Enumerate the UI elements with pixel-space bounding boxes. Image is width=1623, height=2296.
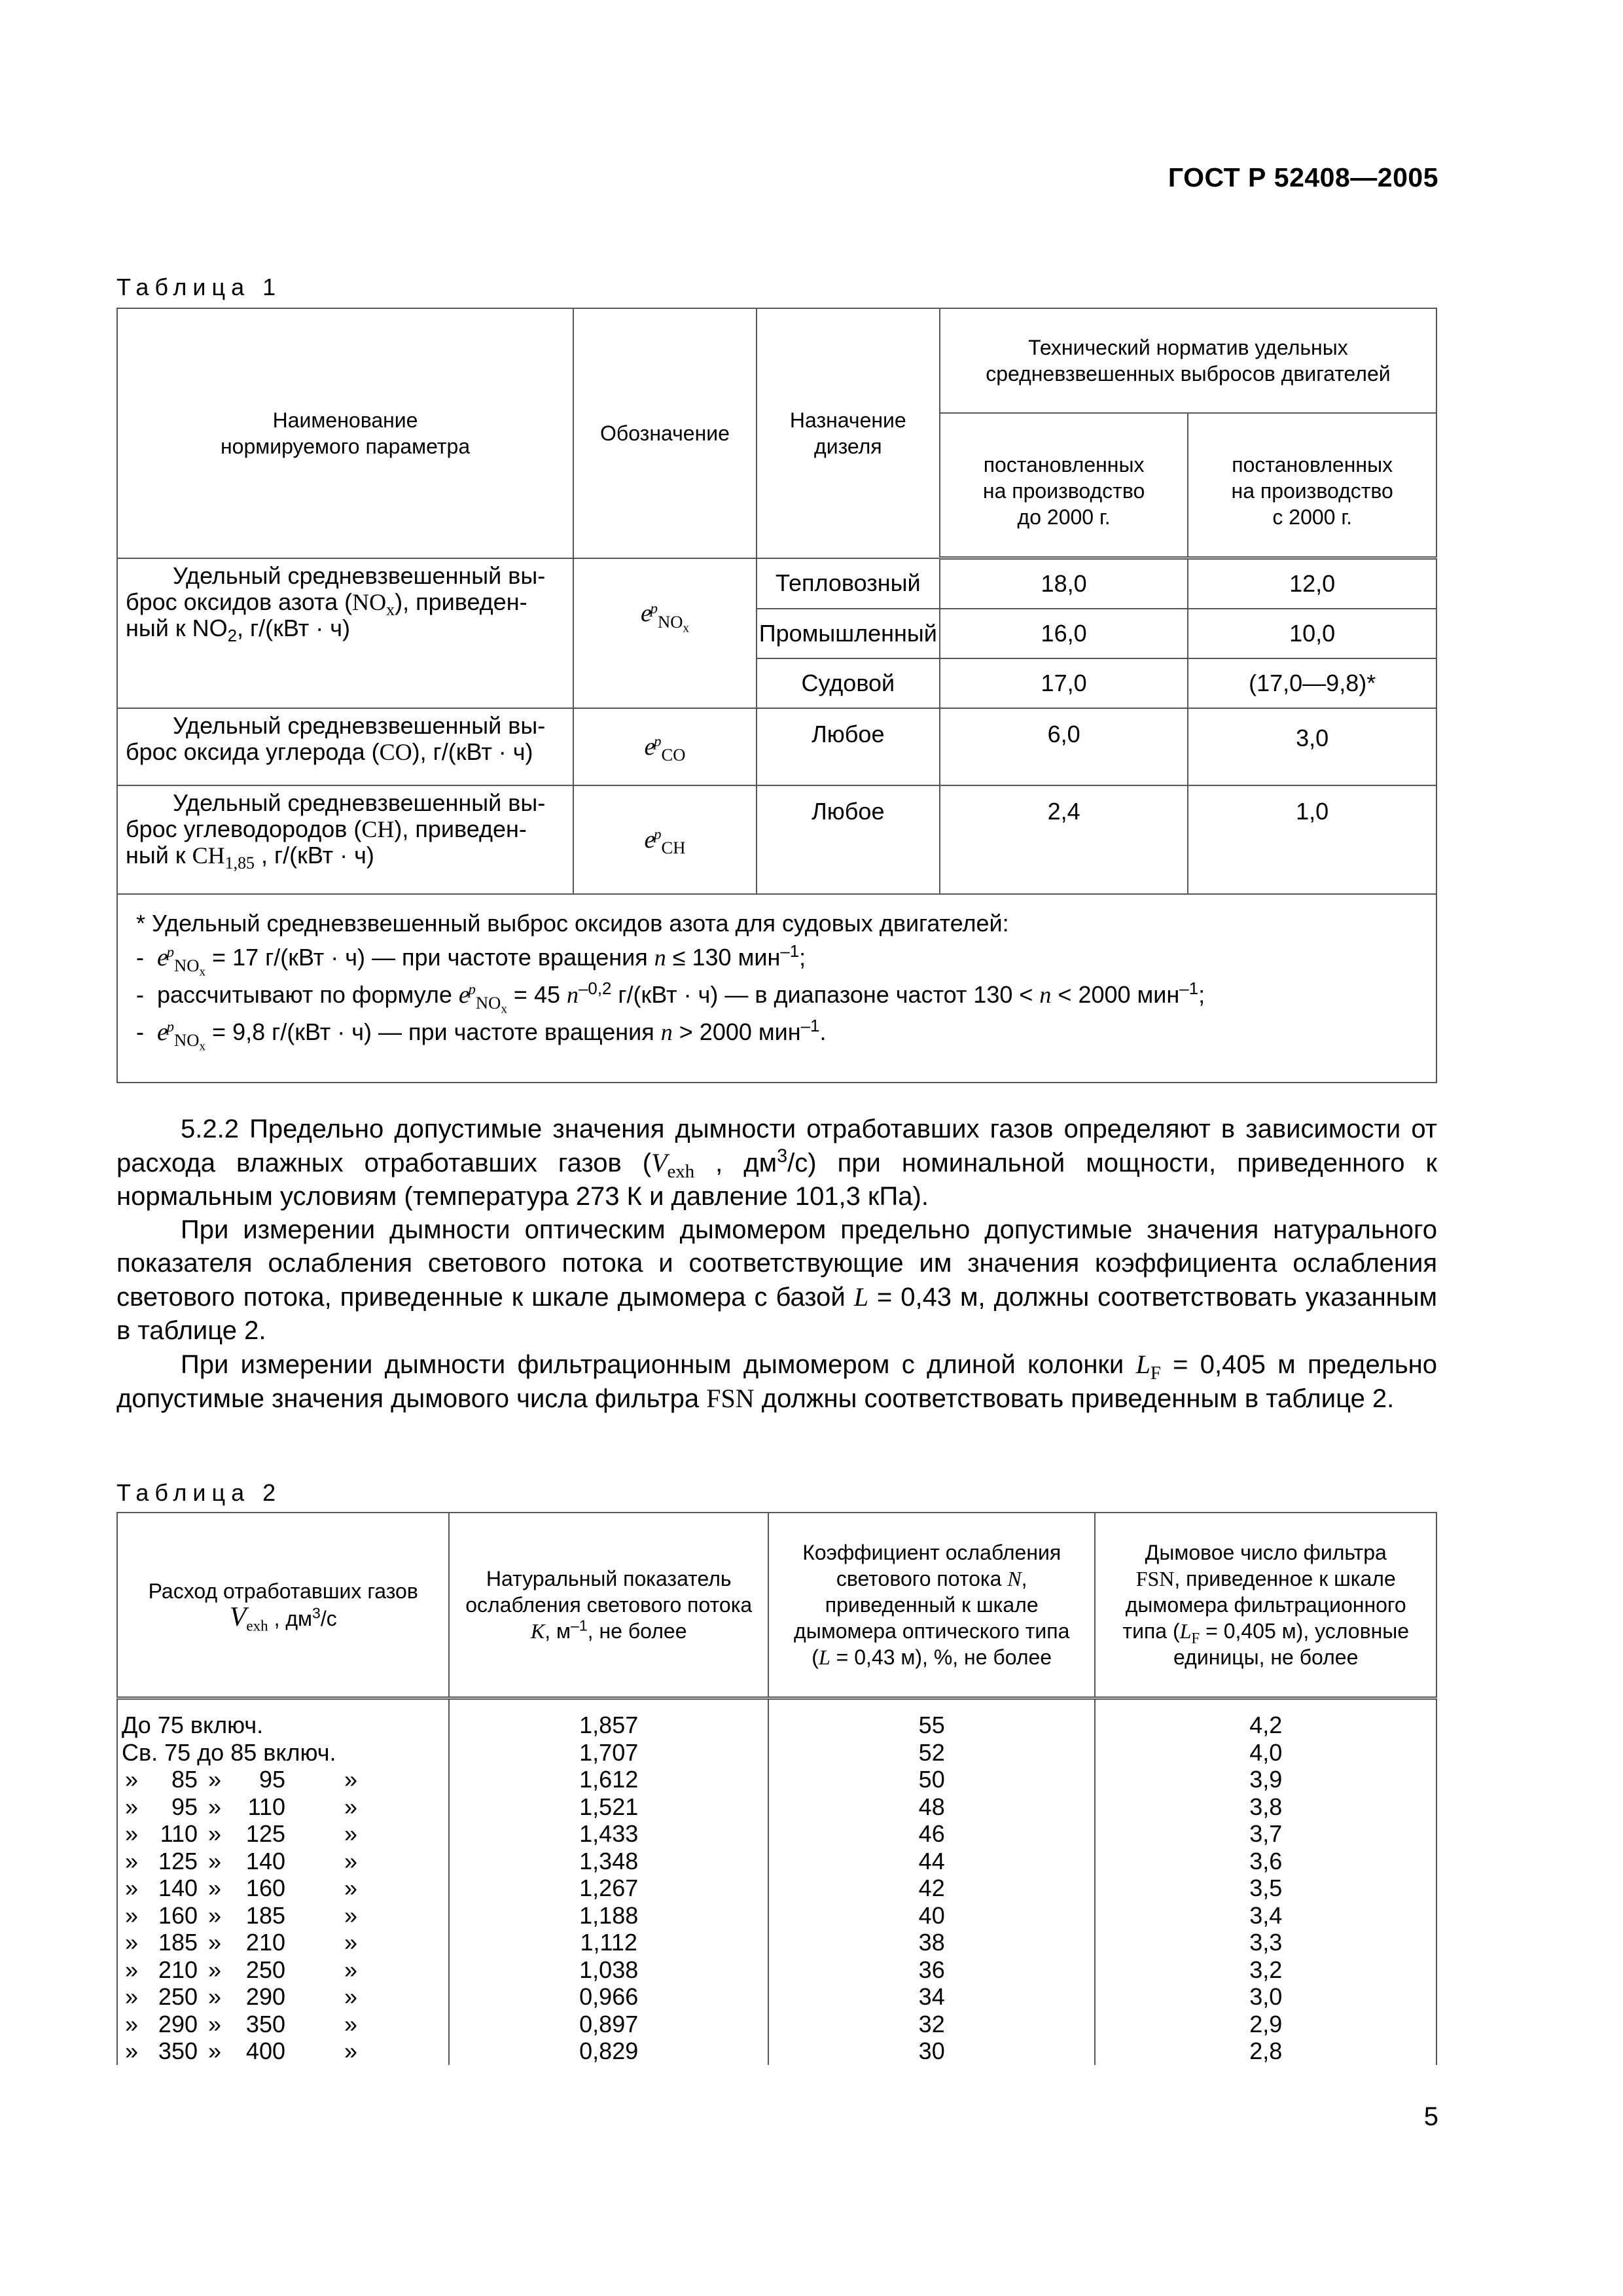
t2-fsn-value: 3,0 bbox=[1249, 1983, 1283, 2010]
paragraph-filter: При измерении дымности фильтрационным дымомером с длиной колонки $L_F = 0,405$ м предельно допустимые значения дымового числа фильтра FSN должны соответствовать приведенным в таблице 2. bbox=[116, 1350, 1437, 1413]
t1-co-after: 3,0 bbox=[1188, 708, 1436, 785]
t1-type-co: Любое bbox=[757, 708, 940, 785]
t2-fsn-value: 3,7 bbox=[1249, 1820, 1283, 1847]
document-code: ГОСТ Р 52408—2005 bbox=[1168, 162, 1438, 192]
t1-symbol-ch: $e^p_{CH}$ bbox=[573, 785, 757, 894]
t2-flow-row: » 290 » 350 » bbox=[124, 2010, 357, 2037]
t2-flow-row: До 75 включ. bbox=[122, 1712, 264, 1738]
t1-symbol-nox: $e^p_{NO_x}$ bbox=[573, 558, 757, 709]
t2-flow-row: » 125 » 140 » bbox=[124, 1847, 357, 1874]
footnote-line-3: - $e^p_{NO_x} = 9,8$ г/(кВт · ч) — при частоте вращения n > 2000 мин$^{-1}$. bbox=[136, 1017, 827, 1054]
t2-n-value: 32 bbox=[918, 2010, 945, 2037]
t2-n-value: 48 bbox=[918, 1793, 945, 1820]
t1-header-param: Наименование нормируемого параметра bbox=[117, 308, 573, 558]
footnote-line-2: - рассчитывают по формуле $e^p_{NO_x} = 45$ $n^{-0,2}$ г/(кВт · ч) — в диапазоне частот 130 < n < 2000 мин$^{-1}$; bbox=[136, 980, 1205, 1016]
t2-flow-column bbox=[117, 1698, 449, 2065]
t2-k-value: 1,433 bbox=[579, 1820, 639, 1847]
t2-k-value: 1,521 bbox=[579, 1793, 639, 1820]
t2-header-k: Натуральный показатель ослабления светового потока K, $м^{-1}$, не более bbox=[449, 1513, 768, 1698]
t2-k-value: 1,348 bbox=[579, 1847, 639, 1874]
t2-k-value: 1,707 bbox=[579, 1738, 639, 1766]
t2-n-value: 40 bbox=[918, 1901, 945, 1929]
t2-flow-row: » 140 » 160 » bbox=[124, 1874, 357, 1901]
t1-header-after-2000: постановленных на производство с 2000 г. bbox=[1188, 413, 1436, 558]
t2-fsn-value: 3,6 bbox=[1249, 1847, 1283, 1874]
t2-fsn-value: 3,5 bbox=[1249, 1874, 1283, 1901]
page-number: 5 bbox=[1423, 2102, 1438, 2131]
table2 bbox=[116, 1512, 1437, 2065]
t2-n-value: 30 bbox=[918, 2037, 945, 2064]
t2-flow-row: » 250 » 290 » bbox=[124, 1983, 357, 2010]
t2-n-value: 46 bbox=[918, 1820, 945, 1847]
t1-type-industrial: Промышленный bbox=[757, 609, 940, 658]
t2-n-value: 55 bbox=[918, 1712, 945, 1738]
t1-type-ch: Любое bbox=[757, 785, 940, 894]
t1-nox-locomotive-before: 18,0 bbox=[940, 558, 1188, 609]
t1-param-nox: Удельный средневзвешенный вы- брос оксидов азота $(NO_x)$, приведен- ный к $NO_2$, г/(кВт · ч) bbox=[117, 558, 573, 709]
t2-fsn-value: 2,8 bbox=[1249, 2037, 1283, 2064]
footnote-line-1: - $e^p_{NO_x} = 17$ г/(кВт · ч) — при частоте вращения n ≤ 130 мин$^{-1}$; bbox=[136, 942, 806, 979]
t2-n-column bbox=[768, 1698, 1095, 2065]
t2-flow-row: » 350 » 400 » bbox=[124, 2037, 357, 2064]
t2-k-value: 1,112 bbox=[580, 1929, 637, 1956]
t2-k-value: 0,897 bbox=[579, 2010, 639, 2037]
t2-flow-row: » 210 » 250 » bbox=[124, 1956, 357, 1983]
t1-type-marine: Судовой bbox=[757, 658, 940, 708]
t1-ch-after: 1,0 bbox=[1188, 785, 1436, 894]
t2-flow-row: » 185 » 210 » bbox=[124, 1929, 357, 1956]
t2-k-value: 1,038 bbox=[579, 1956, 639, 1983]
t2-flow-row: Св. 75 до 85 включ. bbox=[122, 1738, 336, 1766]
t2-fsn-value: 4,2 bbox=[1249, 1712, 1283, 1738]
t1-header-before-2000: постановленных на производство до 2000 г. bbox=[940, 413, 1188, 558]
t2-n-value: 34 bbox=[918, 1983, 945, 2010]
t2-k-value: 0,966 bbox=[579, 1983, 639, 2010]
t2-flow-row: » 110 » 125 » bbox=[124, 1820, 357, 1847]
t2-n-value: 38 bbox=[918, 1929, 945, 1956]
t1-nox-marine-after: (17,0—9,8)* bbox=[1188, 658, 1436, 708]
t1-header-norm: Технический норматив удельных средневзвешенных выбросов двигателей bbox=[940, 308, 1436, 413]
t2-fsn-value: 3,2 bbox=[1249, 1956, 1283, 1983]
t1-param-ch: Удельный средневзвешенный вы- брос углеводородов (CH), приведен- ный к $CH_{1,85}$ , г/(кВт · ч) bbox=[117, 785, 573, 894]
t1-type-locomotive: Тепловозный bbox=[757, 558, 940, 609]
t1-ch-before: 2,4 bbox=[940, 785, 1188, 894]
t2-n-value: 50 bbox=[918, 1766, 945, 1793]
t1-header-symbol: Обозначение bbox=[573, 308, 757, 558]
t1-nox-locomotive-after: 12,0 bbox=[1188, 558, 1436, 609]
t2-header-fsn: Дымовое число фильтра FSN, приведенное к шкале дымомера фильтрационного типа ($L_F = 0,405$ м), условные единицы, не более bbox=[1095, 1513, 1436, 1698]
body-text bbox=[116, 1113, 1437, 1416]
t1-nox-industrial-before: 16,0 bbox=[940, 609, 1188, 658]
t2-k-value: 1,188 bbox=[579, 1901, 639, 1929]
t2-flow-row: » 160 » 185 » bbox=[124, 1901, 357, 1929]
t2-flow-row: » 85 » 95 » bbox=[124, 1766, 357, 1793]
t2-n-value: 36 bbox=[918, 1956, 945, 1983]
t2-fsn-value: 3,9 bbox=[1249, 1766, 1283, 1793]
t2-n-value: 42 bbox=[918, 1874, 945, 1901]
t2-fsn-value: 3,8 bbox=[1249, 1793, 1283, 1820]
t1-param-co: Удельный средневзвешенный вы- брос оксида углерода (CO), г/(кВт · ч) bbox=[117, 708, 573, 785]
t2-fsn-value: 2,9 bbox=[1249, 2010, 1283, 2037]
t2-fsn-value: 3,4 bbox=[1249, 1901, 1283, 1929]
t2-k-value: 1,267 bbox=[579, 1874, 639, 1901]
t2-k-value: 0,829 bbox=[579, 2037, 639, 2064]
t2-header-flow: Расход отработавших газов $V_{exh}$ , $дм^3/с$ bbox=[117, 1513, 449, 1698]
t2-k-value: 1,612 bbox=[579, 1766, 639, 1793]
t2-k-column bbox=[449, 1698, 768, 2065]
paragraph-5-2-2: 5.2.2 Предельно допустимые значения дымности отработавших газов определяют в зависимости от расхода влажных отработавших газов ($V_{exh}$ , $дм^3/с$) при номинальной мощности, приведенного к нормальным условиям (температура 273 К и давление 101,3 кПа). bbox=[116, 1115, 1438, 1211]
t2-fsn-value: 3,3 bbox=[1249, 1929, 1283, 1956]
table1-caption: Таблица 1 bbox=[116, 274, 282, 300]
t2-flow-row: » 95 » 110 » bbox=[124, 1793, 357, 1820]
t2-n-value: 52 bbox=[918, 1738, 945, 1766]
t2-fsn-value: 4,0 bbox=[1249, 1738, 1283, 1766]
t1-nox-marine-before: 17,0 bbox=[940, 658, 1188, 708]
table1 bbox=[116, 308, 1437, 1083]
t2-k-value: 1,857 bbox=[579, 1712, 639, 1738]
t1-symbol-co: $e^p_{CO}$ bbox=[573, 708, 757, 785]
t1-co-before: 6,0 bbox=[940, 708, 1188, 785]
table2-caption: Таблица 2 bbox=[116, 1479, 282, 1506]
t2-header-n: Коэффициент ослабления светового потока N, приведенный к шкале дымомера оптического типа (L = 0,43 м), %, не более bbox=[768, 1513, 1095, 1698]
t1-header-purpose: Назначение дизеля bbox=[757, 308, 940, 558]
footnote-title: * Удельный средневзвешенный выброс оксидов азота для судовых двигателей: bbox=[136, 910, 1009, 937]
t2-fsn-column bbox=[1095, 1698, 1436, 2065]
t1-nox-industrial-after: 10,0 bbox=[1188, 609, 1436, 658]
t2-n-value: 44 bbox=[918, 1847, 945, 1874]
t1-footnote bbox=[117, 894, 1436, 1083]
paragraph-optical: При измерении дымности оптическим дымомером предельно допустимые значения натурального показателя ослабления светового потока и соответствующие им значения коэффициента ослабления светового потока, приведенные к шкале дымомера с базой L = 0,43 м, должны соответствовать указанным в таблице 2. bbox=[116, 1215, 1437, 1345]
